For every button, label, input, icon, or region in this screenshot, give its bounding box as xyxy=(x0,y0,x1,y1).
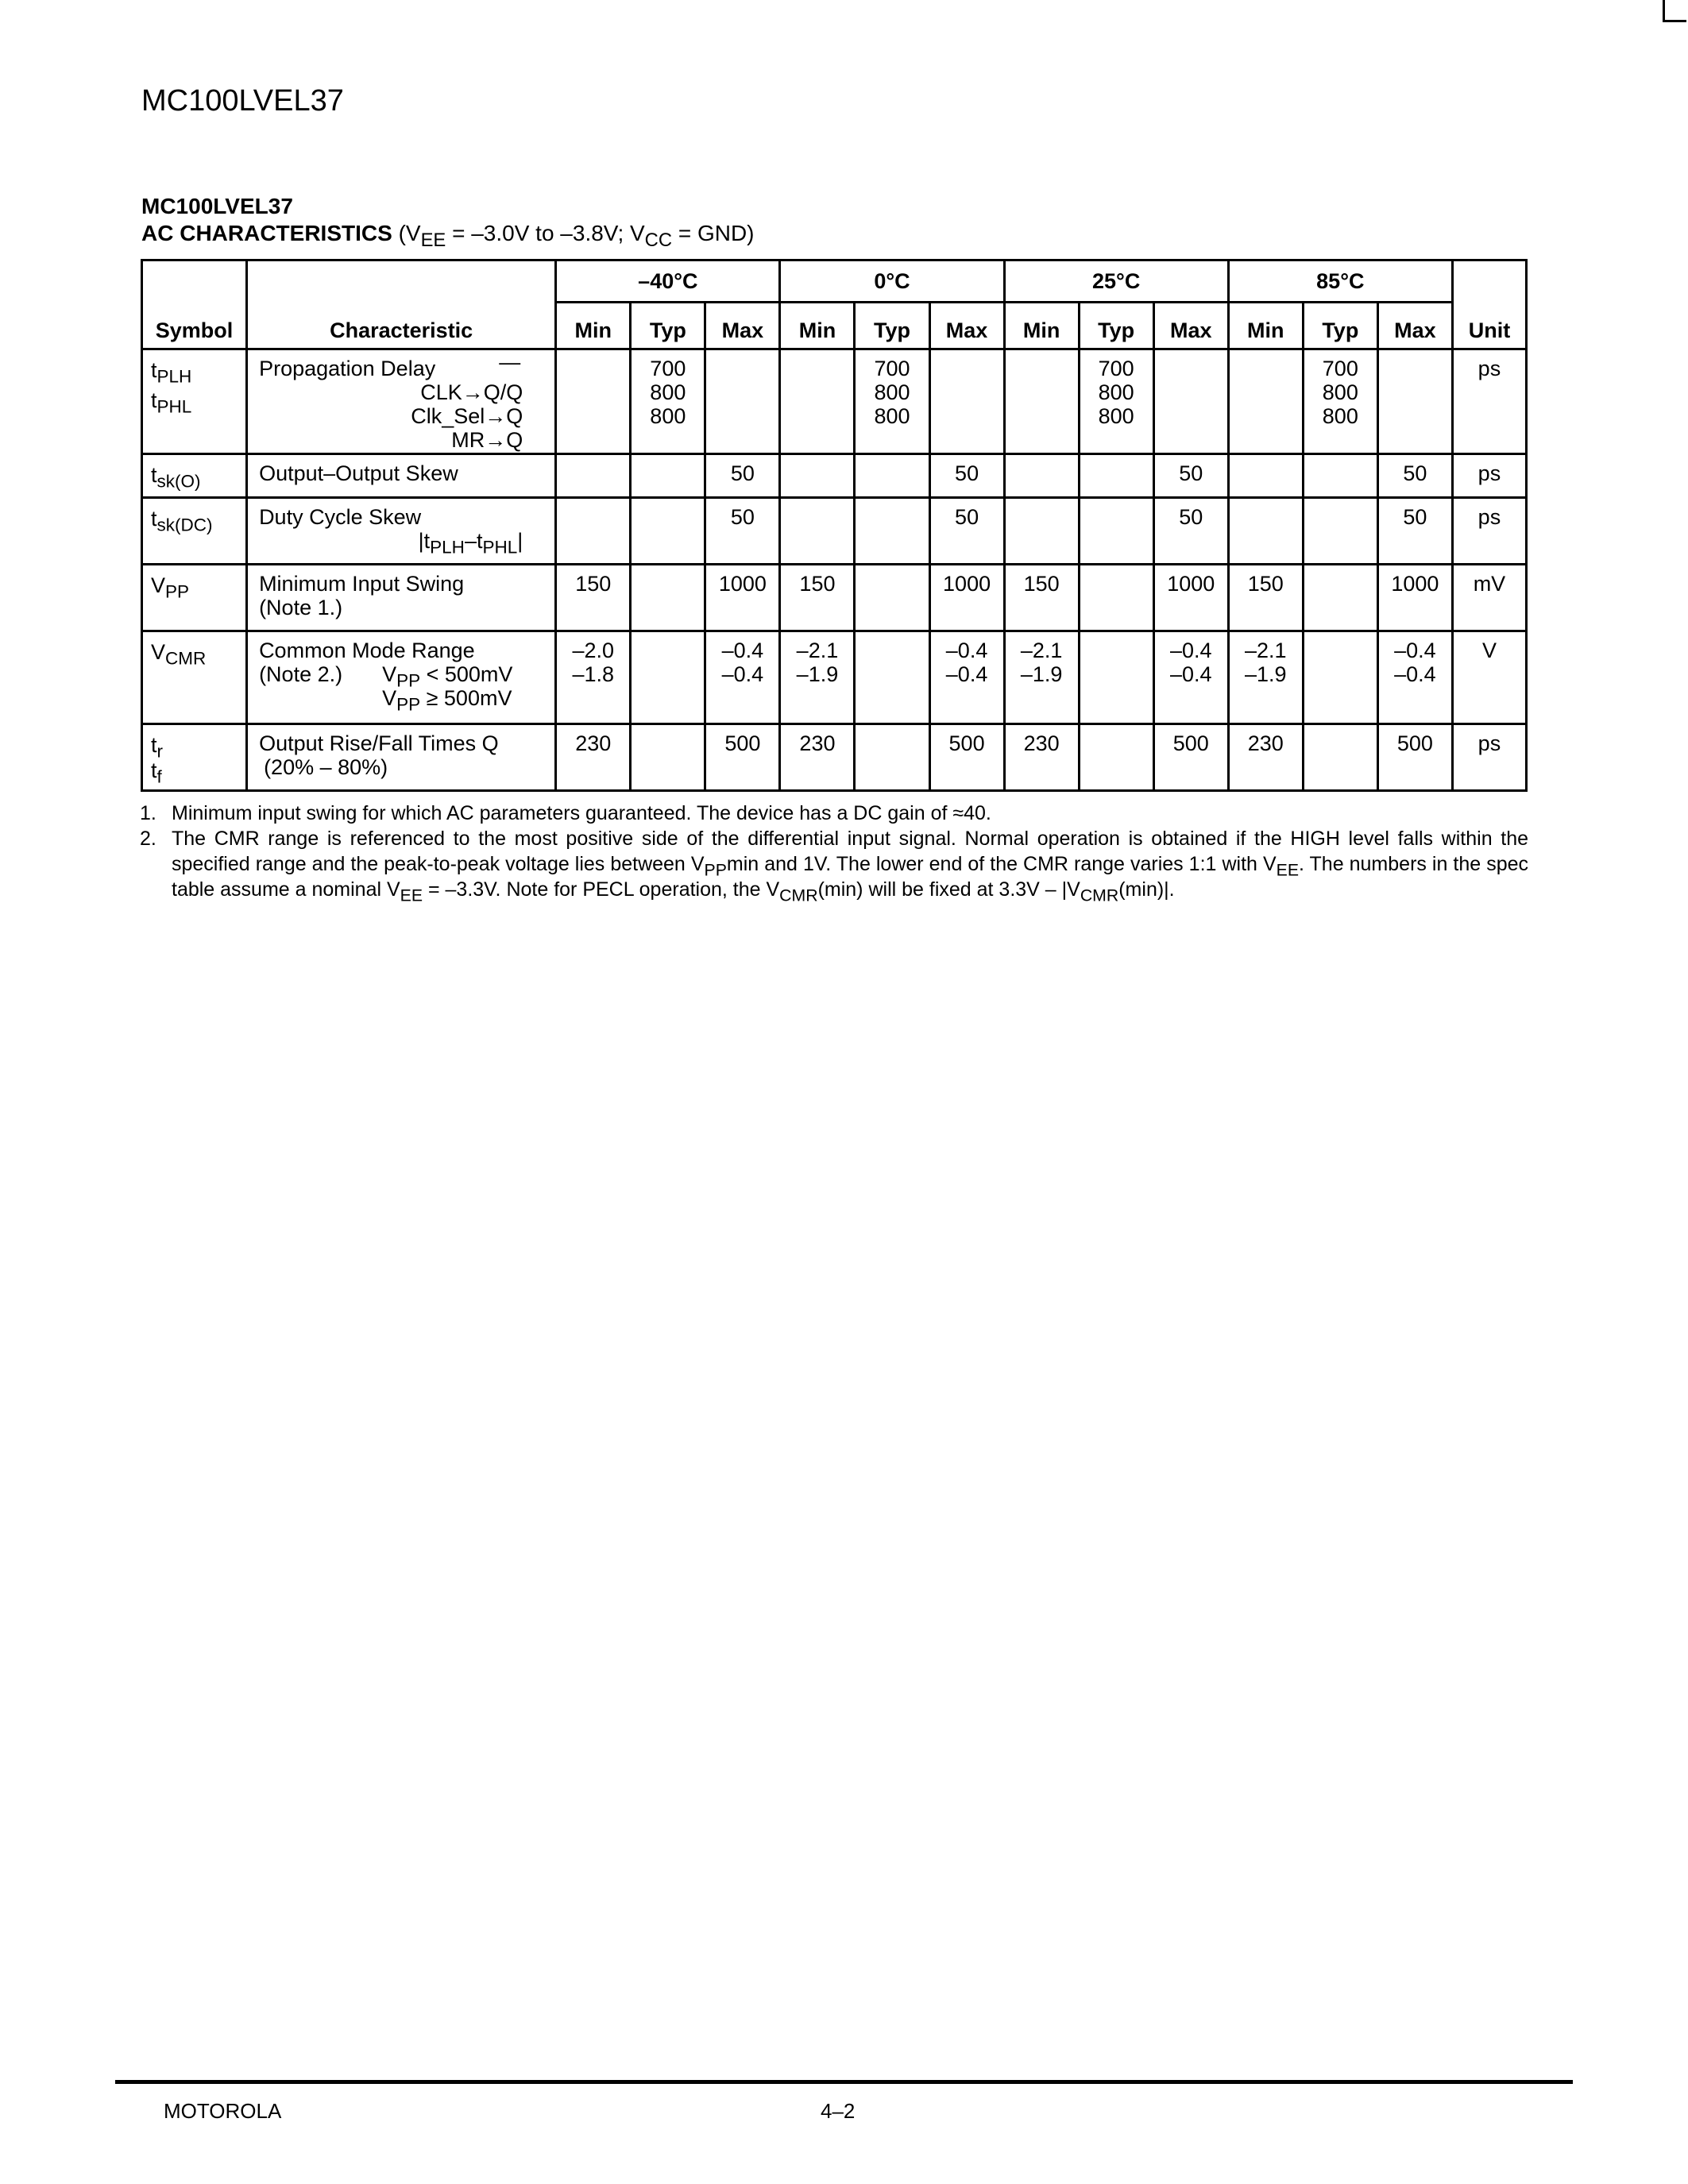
header-max: Max xyxy=(705,303,780,349)
table-heading xyxy=(141,221,755,252)
table-notes xyxy=(140,801,1528,905)
unit-cell: ps xyxy=(1452,349,1526,454)
value-cell: 700 800 800 xyxy=(1303,349,1377,454)
value-cell: 50 xyxy=(705,498,780,565)
table-row xyxy=(142,631,1527,724)
header-max: Max xyxy=(1377,303,1452,349)
value-cell: 230 xyxy=(780,724,855,791)
value-cell: 500 xyxy=(929,724,1004,791)
conditions-vcc-sub: CC xyxy=(644,230,673,252)
header-temp-85: 85°C xyxy=(1228,260,1452,303)
value-cell: 50 xyxy=(929,498,1004,565)
header-typ: Typ xyxy=(855,303,929,349)
header-max: Max xyxy=(1153,303,1228,349)
header-min: Min xyxy=(556,303,631,349)
ac-characteristics-table xyxy=(141,259,1528,792)
value-cell: 150 xyxy=(556,565,631,631)
value-cell: 50 xyxy=(1377,454,1452,498)
value-cell: 50 xyxy=(1153,498,1228,565)
header-typ: Typ xyxy=(1079,303,1153,349)
value-cell: 700 800 800 xyxy=(1079,349,1153,454)
characteristic-label: Minimum Input Swing xyxy=(259,572,465,596)
symbol-cell: $V_{PP}$ xyxy=(142,565,247,631)
header-min: Min xyxy=(780,303,855,349)
footer-divider xyxy=(115,2080,1573,2084)
footer-brand: MOTOROLA xyxy=(164,2099,282,2123)
symbol-cell: $t_{sk(O)}$ xyxy=(142,454,247,498)
value-cell: 1000 xyxy=(1377,565,1452,631)
value-cell: –0.4 –0.4 xyxy=(1377,631,1452,724)
unit-cell: ps xyxy=(1452,454,1526,498)
characteristic-cell xyxy=(247,565,556,631)
characteristic-cell xyxy=(247,631,556,724)
value-cell: 1000 xyxy=(1153,565,1228,631)
symbol-cell: $V_{CMR}$ xyxy=(142,631,247,724)
cmr-condition-line: $V_{PP} \ge 500mV$ xyxy=(382,686,512,715)
conditions-mid: = –3.0V to –3.8V; V xyxy=(446,221,645,245)
temperature-header-row xyxy=(142,260,1527,303)
value-cell: 500 xyxy=(1377,724,1452,791)
cmr-condition-line: (Note 2.) $V_{PP} < 500mV$ xyxy=(259,662,513,691)
value-cell: 500 xyxy=(1153,724,1228,791)
characteristic-label: Duty Cycle Skew xyxy=(259,505,422,529)
value-cell: 700 800 800 xyxy=(855,349,929,454)
note-ref: (Note 1.) xyxy=(259,596,343,619)
unit-cell: mV xyxy=(1452,565,1526,631)
value-cell: 500 xyxy=(705,724,780,791)
characteristic-label: Propagation Delay — xyxy=(259,350,521,380)
footer-page-number: 4–2 xyxy=(821,2099,856,2123)
table-row xyxy=(142,565,1527,631)
table-part-title: MC100LVEL37 xyxy=(141,194,293,218)
value-cell: –2.0 –1.8 xyxy=(556,631,631,724)
value-cell: –2.1 –1.9 xyxy=(780,631,855,724)
value-cell: 50 xyxy=(929,454,1004,498)
unit-cell: V xyxy=(1452,631,1526,724)
table-row xyxy=(142,454,1527,498)
value-cell: 230 xyxy=(556,724,631,791)
table-row xyxy=(142,724,1527,791)
value-cell: –0.4 –0.4 xyxy=(1153,631,1228,724)
note-1: 1. Minimum input swing for which AC parameters guaranteed. The device has a DC gain of ≈40. xyxy=(140,802,991,824)
value-cell: –0.4 –0.4 xyxy=(929,631,1004,724)
value-cell: 700 800 800 xyxy=(631,349,705,454)
conditions-open: (V xyxy=(398,221,421,245)
value-cell: 150 xyxy=(1004,565,1079,631)
table-row xyxy=(142,349,1527,454)
characteristic-label: Output Rise/Fall Times Q xyxy=(259,731,499,755)
characteristic-label: Common Mode Range xyxy=(259,639,475,662)
characteristic-cell: Propagation Delay — CLK→Q/Q Clk_Sel→Q MR→Q xyxy=(247,349,556,454)
header-typ: Typ xyxy=(631,303,705,349)
value-cell: –2.1 –1.9 xyxy=(1004,631,1079,724)
header-temp-minus40: –40°C xyxy=(556,260,780,303)
header-typ: Typ xyxy=(1303,303,1377,349)
value-cell: –2.1 –1.9 xyxy=(1228,631,1303,724)
value-cell: 50 xyxy=(1377,498,1452,565)
conditions-vee-sub: EE xyxy=(420,230,446,252)
skew-formula: $|t_{PLH}-t_{PHL}|$ xyxy=(418,529,523,558)
value-cell: 50 xyxy=(705,454,780,498)
note-2: 2. The CMR range is referenced to the most positive side of the differential input signal. Normal operation is obtained if the HIGH level falls within the specified range and the peak-to-peak voltage lies between $V_{PP}\min$ and 1V. The lower end of the CMR range varies 1:1 with $V_{EE}$. The numbers in the spec table assume a nominal $V_{EE} = -3.3V$. Note for PECL operation, the $V_{CMR}(\min)$ will be fixed at $3.3V - |V_{CMR}(\min)|$. xyxy=(140,828,1528,905)
page-header-title: MC100LVEL37 xyxy=(141,84,344,118)
conditions-close: = GND) xyxy=(672,221,755,245)
symbol-cell: $t_{sk(DC)}$ xyxy=(142,498,247,565)
header-max: Max xyxy=(929,303,1004,349)
table-row xyxy=(142,498,1527,565)
symbol-cell: $t_r$ $t_f$ xyxy=(142,724,247,791)
header-unit: Unit xyxy=(1452,260,1526,349)
note-ref: (20% – 80%) xyxy=(264,755,388,779)
value-cell: 230 xyxy=(1004,724,1079,791)
unit-cell: ps xyxy=(1452,724,1526,791)
symbol-cell: $t_{PLH}$ $t_{PHL}$ xyxy=(142,349,247,454)
value-cell: 1000 xyxy=(705,565,780,631)
unit-cell: ps xyxy=(1452,498,1526,565)
value-cell: –0.4 –0.4 xyxy=(705,631,780,724)
characteristic-label: Output–Output Skew xyxy=(247,454,556,498)
header-characteristic: Characteristic xyxy=(247,260,556,349)
value-cell: 50 xyxy=(1153,454,1228,498)
header-temp-25: 25°C xyxy=(1004,260,1228,303)
table-heading-label: AC CHARACTERISTICS xyxy=(141,221,392,245)
crop-mark xyxy=(1663,0,1686,22)
value-cell: 150 xyxy=(1228,565,1303,631)
header-min: Min xyxy=(1228,303,1303,349)
characteristic-cell xyxy=(247,498,556,565)
characteristic-cell xyxy=(247,724,556,791)
header-min: Min xyxy=(1004,303,1079,349)
value-cell: 150 xyxy=(780,565,855,631)
header-symbol: Symbol xyxy=(142,260,247,349)
header-temp-0: 0°C xyxy=(780,260,1004,303)
value-cell: 1000 xyxy=(929,565,1004,631)
value-cell: 230 xyxy=(1228,724,1303,791)
